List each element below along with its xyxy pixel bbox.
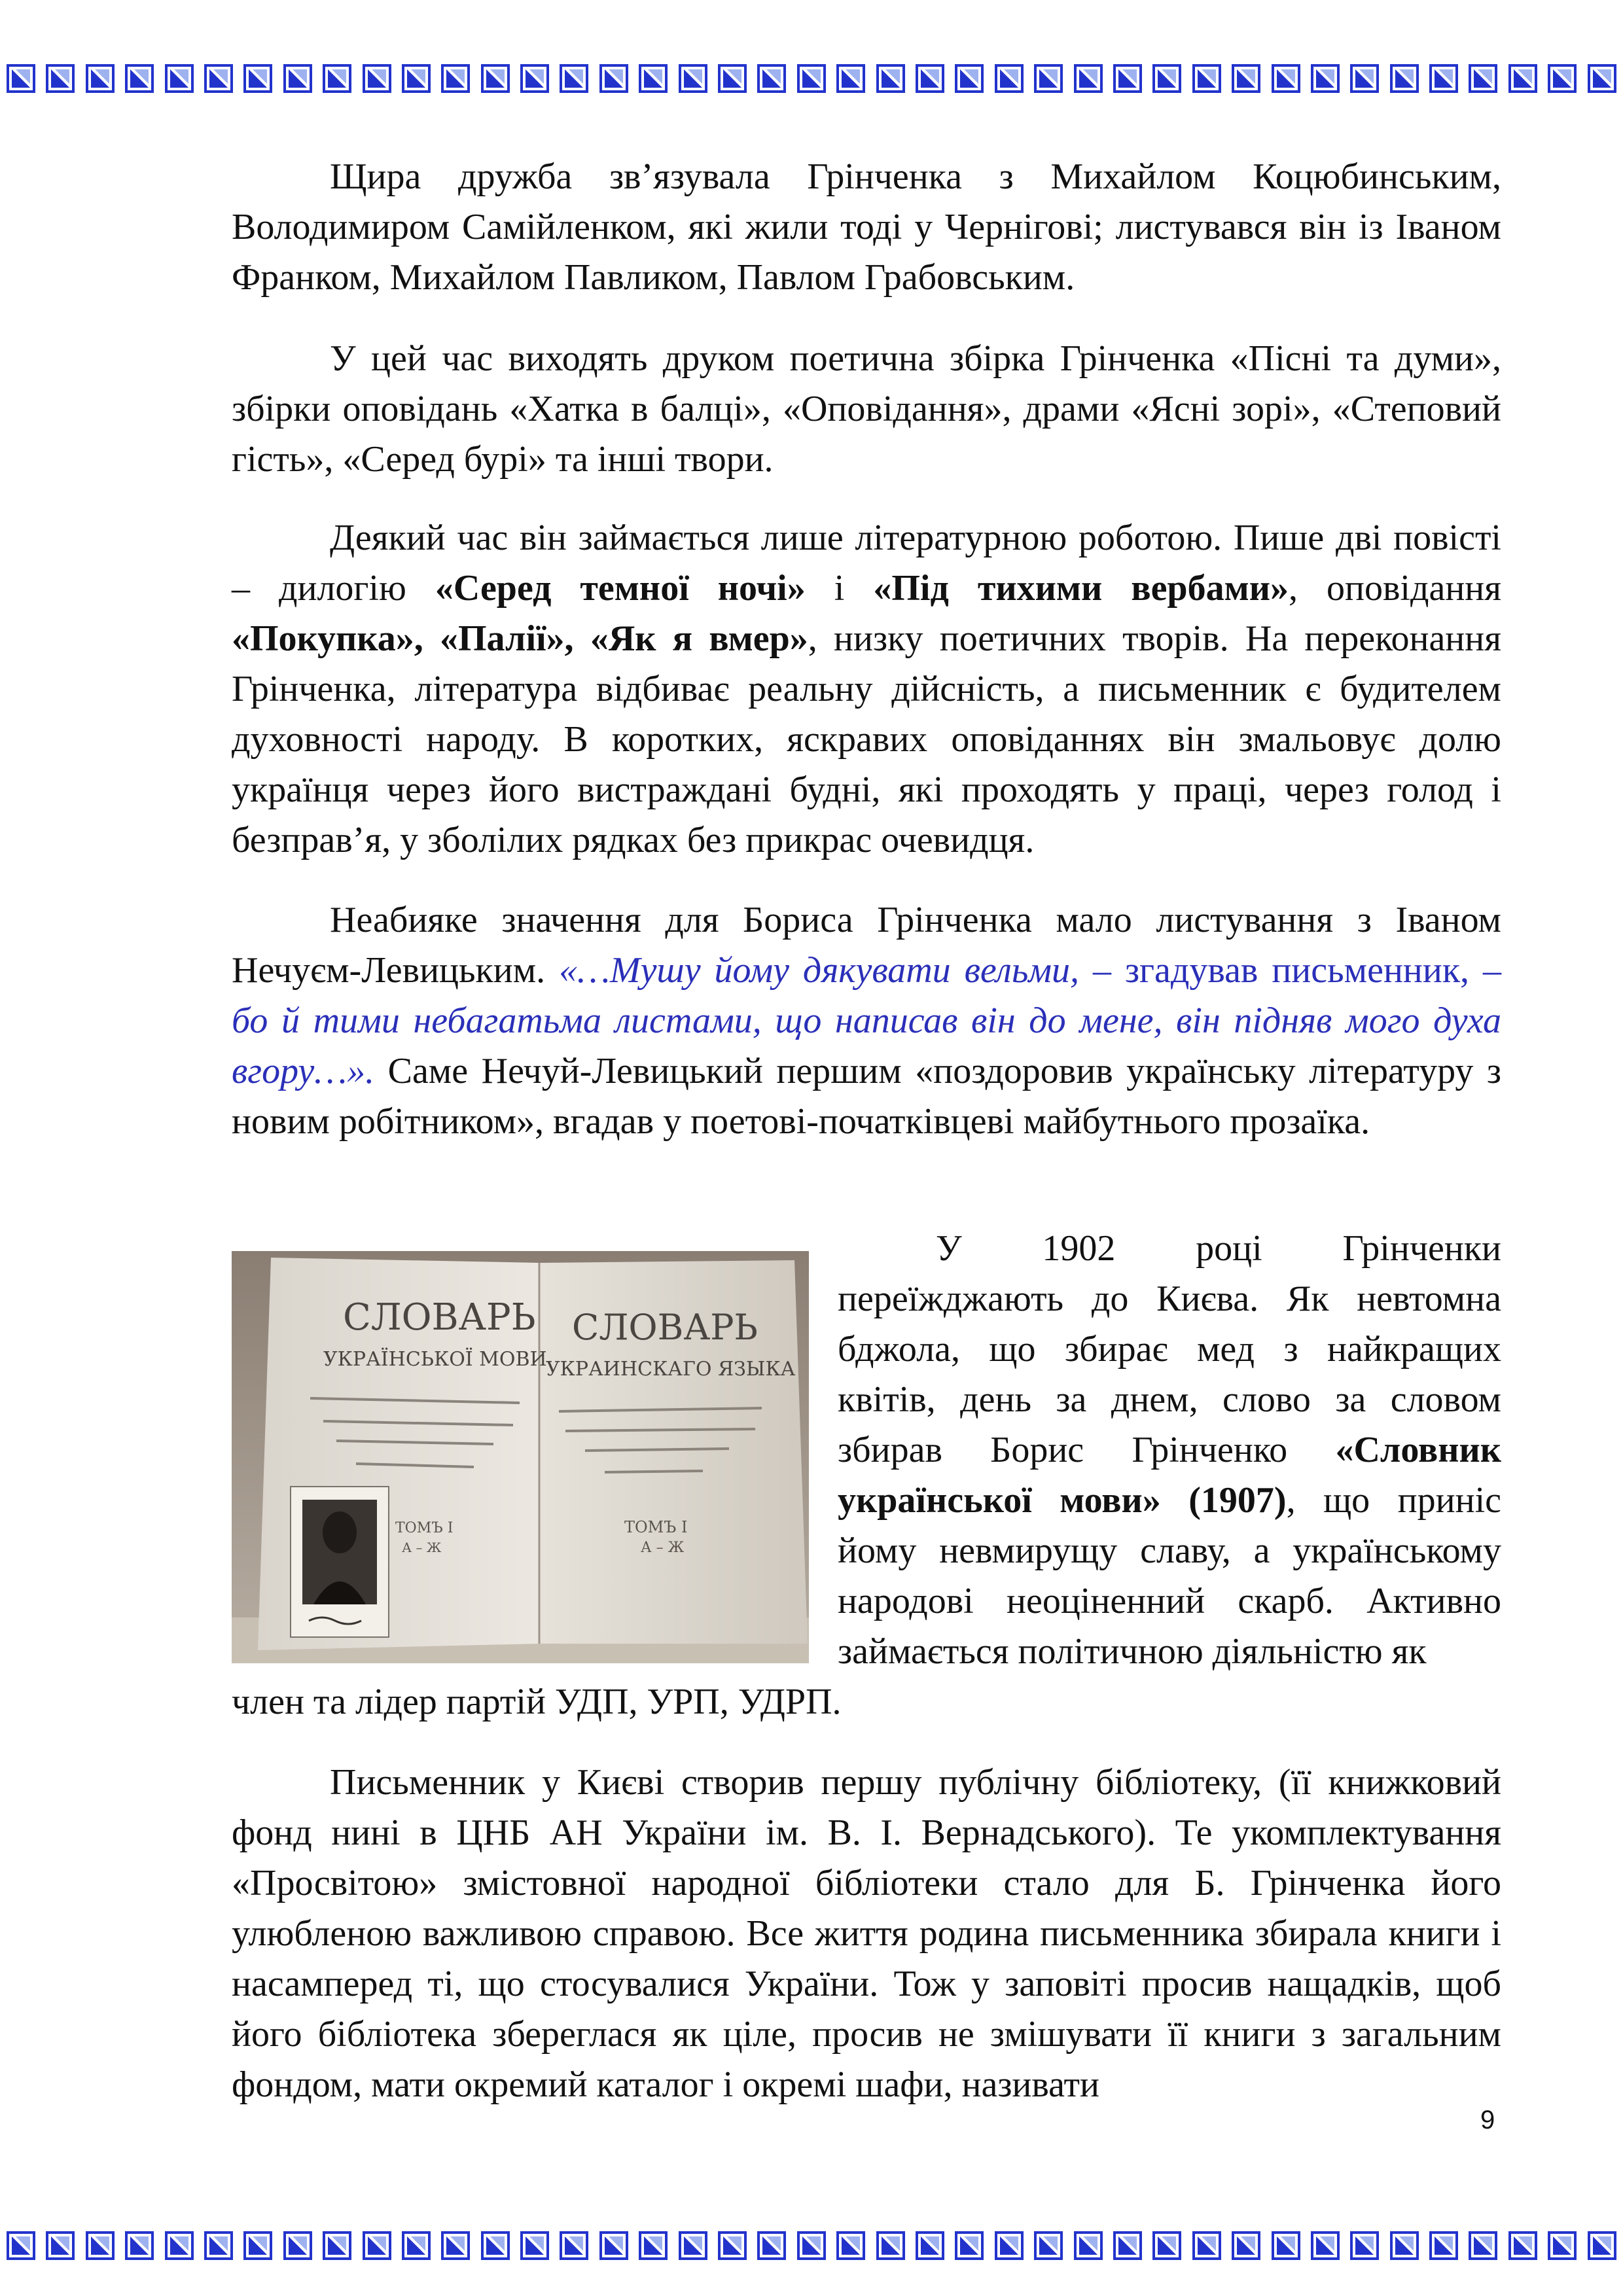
paragraph-2-text: У цей час виходять друком поетична збірка Грінченка «Пісні та думи», збірки оповідань «Хатка в балці», «Оповідання», драми «Ясні зорі», «Степовий гість», «Серед бурі» та інші твори. — [232, 338, 1501, 480]
blue-triangle-square-icon — [363, 2231, 391, 2260]
blue-triangle-square-icon — [1272, 64, 1300, 93]
right-page-title: СЛОВАРЬ — [572, 1307, 758, 1348]
blue-triangle-square-icon — [679, 2231, 707, 2260]
blue-triangle-square-icon — [718, 2231, 747, 2260]
paragraph-1-text: Щира дружба зв’язувала Грінченка з Михайлом Коцюбинським, Володимиром Самійленком, які жили тоді у Чернігові; листувався він із Іваном Франком, Михайлом Павликом, Павлом Грабовським. — [232, 156, 1501, 298]
blue-triangle-square-icon — [1469, 2231, 1497, 2260]
blue-triangle-square-icon — [283, 64, 312, 93]
paragraph-5-text — [838, 1224, 1501, 1677]
blue-triangle-square-icon — [1074, 2231, 1103, 2260]
blue-triangle-square-icon — [1232, 64, 1260, 93]
blue-triangle-square-icon — [797, 64, 826, 93]
blue-triangle-square-icon — [165, 64, 194, 93]
blue-triangle-square-icon — [1469, 64, 1497, 93]
blue-triangle-square-icon — [718, 64, 747, 93]
blue-triangle-square-icon — [1152, 2231, 1181, 2260]
blue-triangle-square-icon — [797, 2231, 826, 2260]
blue-triangle-square-icon — [876, 2231, 905, 2260]
blue-triangle-square-icon — [955, 64, 984, 93]
blue-triangle-square-icon — [560, 2231, 588, 2260]
blue-triangle-square-icon — [876, 64, 905, 93]
blue-triangle-square-icon — [1588, 2231, 1616, 2260]
blue-triangle-square-icon — [86, 2231, 115, 2260]
blue-triangle-square-icon — [1152, 64, 1181, 93]
p3-text-4: , низку поетичних творів. На переконання Грінченка, література відбиває реальну дійсність, а письменник є будителем духовності народу. В коротких, яскравих оповіданнях він змальовує долю українця через його вистраждані будні, які проходять у праці, через голод і безправ’я, у зболілих рядках без прикрас очевидця. — [232, 618, 1501, 860]
p3-bold-title-2: «Під тихими вербами» — [873, 568, 1289, 609]
p3-text-3: , оповідання — [1288, 568, 1502, 609]
blue-triangle-square-icon — [402, 2231, 431, 2260]
blue-triangle-square-icon — [560, 64, 588, 93]
blue-triangle-square-icon — [402, 64, 431, 93]
blue-triangle-square-icon — [1113, 2231, 1142, 2260]
paragraph-3-text — [232, 513, 1501, 866]
letters-range: А – Ж — [641, 1540, 685, 1556]
page-number: 9 — [1480, 2106, 1495, 2134]
blue-triangle-square-icon — [1508, 64, 1537, 93]
left-volume-label: ТОМЪ І — [395, 1520, 454, 1536]
blue-triangle-square-icon — [1429, 2231, 1458, 2260]
paragraph-2 — [232, 334, 1501, 485]
blue-triangle-square-icon — [125, 64, 154, 93]
paragraph-5-tail: член та лідер партій УДП, УРП, УДРП. — [232, 1682, 842, 1722]
volume-label: ТОМЪ І — [624, 1518, 688, 1536]
blue-triangle-square-icon — [1548, 64, 1577, 93]
blue-triangle-square-icon — [1192, 2231, 1221, 2260]
p3-text-2: і — [805, 568, 874, 609]
blue-triangle-square-icon — [679, 64, 707, 93]
blue-triangle-square-icon — [441, 2231, 470, 2260]
blue-triangle-square-icon — [323, 2231, 351, 2260]
blue-triangle-square-icon — [46, 64, 75, 93]
paragraph-3 — [232, 513, 1501, 866]
p3-bold-titles-3: «Покупка», «Палії», «Як я вмер» — [232, 618, 808, 659]
blue-triangle-square-icon — [916, 2231, 944, 2260]
blue-triangle-square-icon — [916, 64, 944, 93]
blue-triangle-square-icon — [836, 64, 865, 93]
blue-triangle-square-icon — [1350, 2231, 1379, 2260]
blue-triangle-square-icon — [1034, 2231, 1063, 2260]
left-page-subtitle: УКРАЇНСЬКОЇ МОВИ — [323, 1348, 547, 1371]
p4-quote-attribution: – згадував письменник, — [1079, 950, 1484, 991]
blue-triangle-square-icon — [836, 2231, 865, 2260]
blue-triangle-square-icon — [1113, 64, 1142, 93]
blue-triangle-square-icon — [995, 64, 1024, 93]
blue-triangle-square-icon — [1390, 2231, 1419, 2260]
p4-text-1: Неабияке значення для Бориса Грінченка мало листування з Іваном Нечуєм-Левицьким. — [232, 900, 1501, 991]
blue-triangle-square-icon — [757, 2231, 786, 2260]
blue-triangle-square-icon — [520, 2231, 549, 2260]
blue-triangle-square-icon — [323, 64, 351, 93]
p4-quote-1: «…Мушу йому дякувати вельми, — [559, 950, 1080, 991]
blue-triangle-square-icon — [1272, 2231, 1300, 2260]
blue-triangle-square-icon — [1508, 2231, 1537, 2260]
blue-triangle-square-icon — [125, 2231, 154, 2260]
blue-triangle-square-icon — [1390, 64, 1419, 93]
blue-triangle-square-icon — [599, 64, 628, 93]
blue-triangle-square-icon — [1192, 64, 1221, 93]
p5-text-2: , що приніс йому невмирущу славу, а українському народові неоціненний скарб. Активно займається політичною діяльністю як — [838, 1480, 1501, 1672]
left-page-title: СЛОВАРЬ — [343, 1296, 536, 1339]
paragraph-4 — [232, 895, 1501, 1147]
blue-triangle-square-icon — [599, 2231, 628, 2260]
blue-triangle-square-icon — [1350, 64, 1379, 93]
blue-triangle-square-icon — [243, 2231, 272, 2260]
blue-triangle-square-icon — [363, 64, 391, 93]
blue-triangle-square-icon — [757, 64, 786, 93]
paragraph-6 — [232, 1757, 1501, 2110]
blue-triangle-square-icon — [1074, 64, 1103, 93]
paragraph-5 — [232, 1224, 1501, 1727]
blue-triangle-square-icon — [243, 64, 272, 93]
blue-triangle-square-icon — [204, 2231, 233, 2260]
paragraph-4-text — [232, 895, 1501, 1147]
blue-triangle-square-icon — [1588, 64, 1616, 93]
blue-triangle-square-icon — [639, 64, 668, 93]
p4-text-2: Саме Нечуй-Левицький першим «поздоровив українську літературу з новим робітником», вгадав у поетові-початківцеві майбутнього прозаїка. — [232, 1051, 1501, 1142]
blue-triangle-square-icon — [1429, 64, 1458, 93]
blue-triangle-square-icon — [7, 2231, 35, 2260]
paragraph-6-text: Письменник у Києві створив першу публічну бібліотеку, (її книжковий фонд нині в ЦНБ АН України ім. В. І. Вернадського). Те укомплектування «Просвітою» змістовної народної бібліотеки стало для Б. Грінченка його улюбленою важливою справою. Все життя родина письменника збирала книги і насамперед ті, що стосувалися України. Тож у заповіті просив нащадків, щоб його бібліотека збереглася як ціле, просив не змішувати її книги з загальним фондом, мати окремий каталог і окремі шафи, називати — [232, 1762, 1501, 2105]
blue-triangle-square-icon — [1232, 2231, 1260, 2260]
blue-triangle-square-icon — [283, 2231, 312, 2260]
blue-triangle-square-icon — [481, 64, 510, 93]
paragraph-1 — [232, 152, 1501, 303]
blue-triangle-square-icon — [1548, 2231, 1577, 2260]
blue-triangle-square-icon — [1034, 64, 1063, 93]
blue-triangle-square-icon — [1311, 2231, 1340, 2260]
blue-triangle-square-icon — [86, 64, 115, 93]
blue-triangle-square-icon — [520, 64, 549, 93]
p5-text-1: У 1902 році Грінченки переїжджають до Києва. Як невтомна бджола, що збирає мед з найкращих квітів, день за днем, слово за словом збирав Борис Грінченко — [838, 1228, 1501, 1470]
p4-quote-2: – бо й тими небагатьма листами, що написав він до мене, він підняв мого духа вгору…». — [232, 950, 1502, 1091]
blue-triangle-square-icon — [481, 2231, 510, 2260]
blue-triangle-square-icon — [995, 2231, 1024, 2260]
blue-triangle-square-icon — [46, 2231, 75, 2260]
p3-bold-title-1: «Серед темної ночі» — [435, 568, 806, 609]
blue-triangle-square-icon — [165, 2231, 194, 2260]
blue-triangle-square-icon — [7, 64, 35, 93]
blue-triangle-square-icon — [955, 2231, 984, 2260]
blue-triangle-square-icon — [639, 2231, 668, 2260]
blue-triangle-square-icon — [204, 64, 233, 93]
top-border — [0, 64, 1623, 97]
blue-triangle-square-icon — [441, 64, 470, 93]
bottom-border — [0, 2231, 1623, 2264]
left-letters-range: А – Ж — [402, 1540, 442, 1555]
blue-triangle-square-icon — [1311, 64, 1340, 93]
p5-bold-dictionary-title: «Словник української мови» (1907) — [838, 1430, 1501, 1521]
p3-text-1: Деякий час він займається лише літературною роботою. Пише дві повісті – дилогію — [232, 518, 1501, 609]
right-page-subtitle: УКРАИНСКАГО ЯЗЫКА — [546, 1358, 796, 1381]
